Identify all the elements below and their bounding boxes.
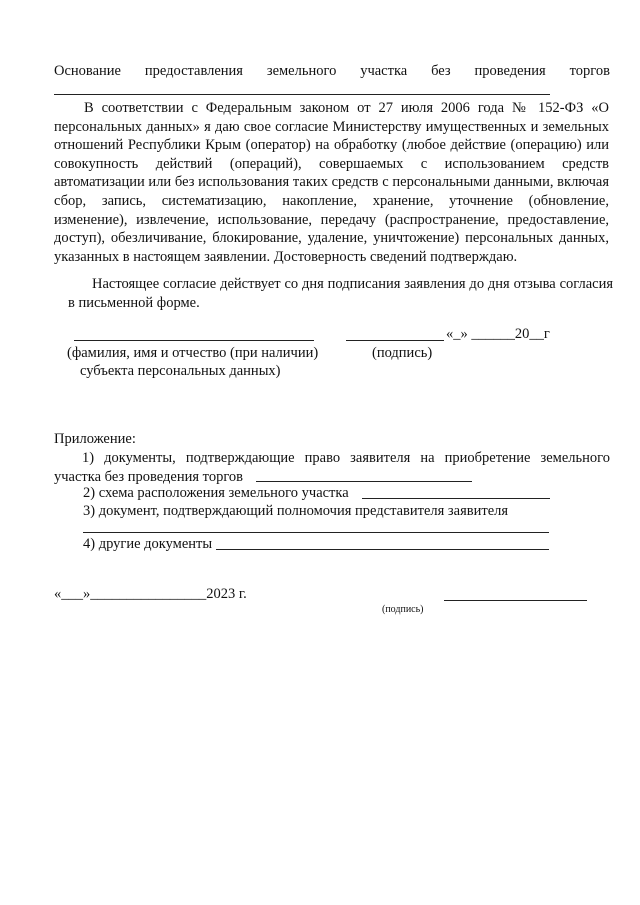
consent-validity-paragraph: Настоящее согласие действует со дня подписания заявления до дня отзыва согласия в письменной форме.	[68, 276, 613, 311]
consent-paragraph: В соответствии с Федеральным законом от 27 июля 2006 года № 152-ФЗ «О персональных данных» я даю свое согласие Министерству имущественных и земельных отношений Республики Крым (оператор) на обработку (любое действие (операцию) или совокупность действий (операций), совершаемых с использованием средств автоматизации или без использования таких средств с персональными данными, включая сбор, запись, систематизацию, накопление, хранение, уточнение (обновление, изменение), извлечение, использование, передачу (распространение, предоставление, доступ), обезличивание, блокирование, удаление, уничтожение) персональных данных, указанных в настоящем заявлении. Достоверность сведений подтверждаю.	[54, 100, 609, 265]
attachments-heading: Приложение:	[54, 431, 136, 447]
attachment-2-fill-line[interactable]	[362, 498, 550, 499]
full-name-caption: (фамилия, имя и отчество (при наличии)	[67, 345, 319, 361]
basis-word: Основание	[54, 63, 121, 79]
full-name-fill-line[interactable]	[74, 340, 314, 341]
basis-word: участка	[360, 63, 408, 79]
attachment-4-fill-line[interactable]	[216, 549, 549, 550]
attachment-item-2: 2) схема расположения земельного участка	[83, 485, 349, 501]
attachment-item-4: 4) другие документы	[83, 536, 213, 552]
basis-fill-line[interactable]	[54, 94, 550, 95]
full-name-caption-subject: субъекта персональных данных)	[80, 363, 281, 379]
basis-word: предоставления	[144, 63, 243, 79]
applicant-signature-fill-line[interactable]	[444, 600, 587, 601]
attachment-3-fill-line[interactable]	[83, 532, 549, 533]
attachment-item-1: 1) документы, подтверждающие право заявителя на приобретение земельного участка без проведения торгов	[54, 450, 610, 485]
basis-heading	[54, 62, 610, 80]
applicant-signature-caption: (подпись)	[382, 604, 424, 615]
attachment-1-fill-line[interactable]	[256, 481, 472, 482]
basis-word: земельного	[266, 63, 337, 79]
signature-fill-line[interactable]	[346, 340, 444, 341]
consent-date-field[interactable]: «_» ______20__г	[446, 326, 550, 342]
application-date-field[interactable]: «___»________________2023 г.	[54, 586, 247, 602]
basis-word: проведения	[474, 63, 546, 79]
signature-caption: (подпись)	[372, 345, 433, 361]
basis-word: без	[431, 63, 451, 79]
attachment-item-3: 3) документ, подтверждающий полномочия представителя заявителя	[83, 503, 509, 519]
basis-word: торгов	[569, 63, 610, 79]
